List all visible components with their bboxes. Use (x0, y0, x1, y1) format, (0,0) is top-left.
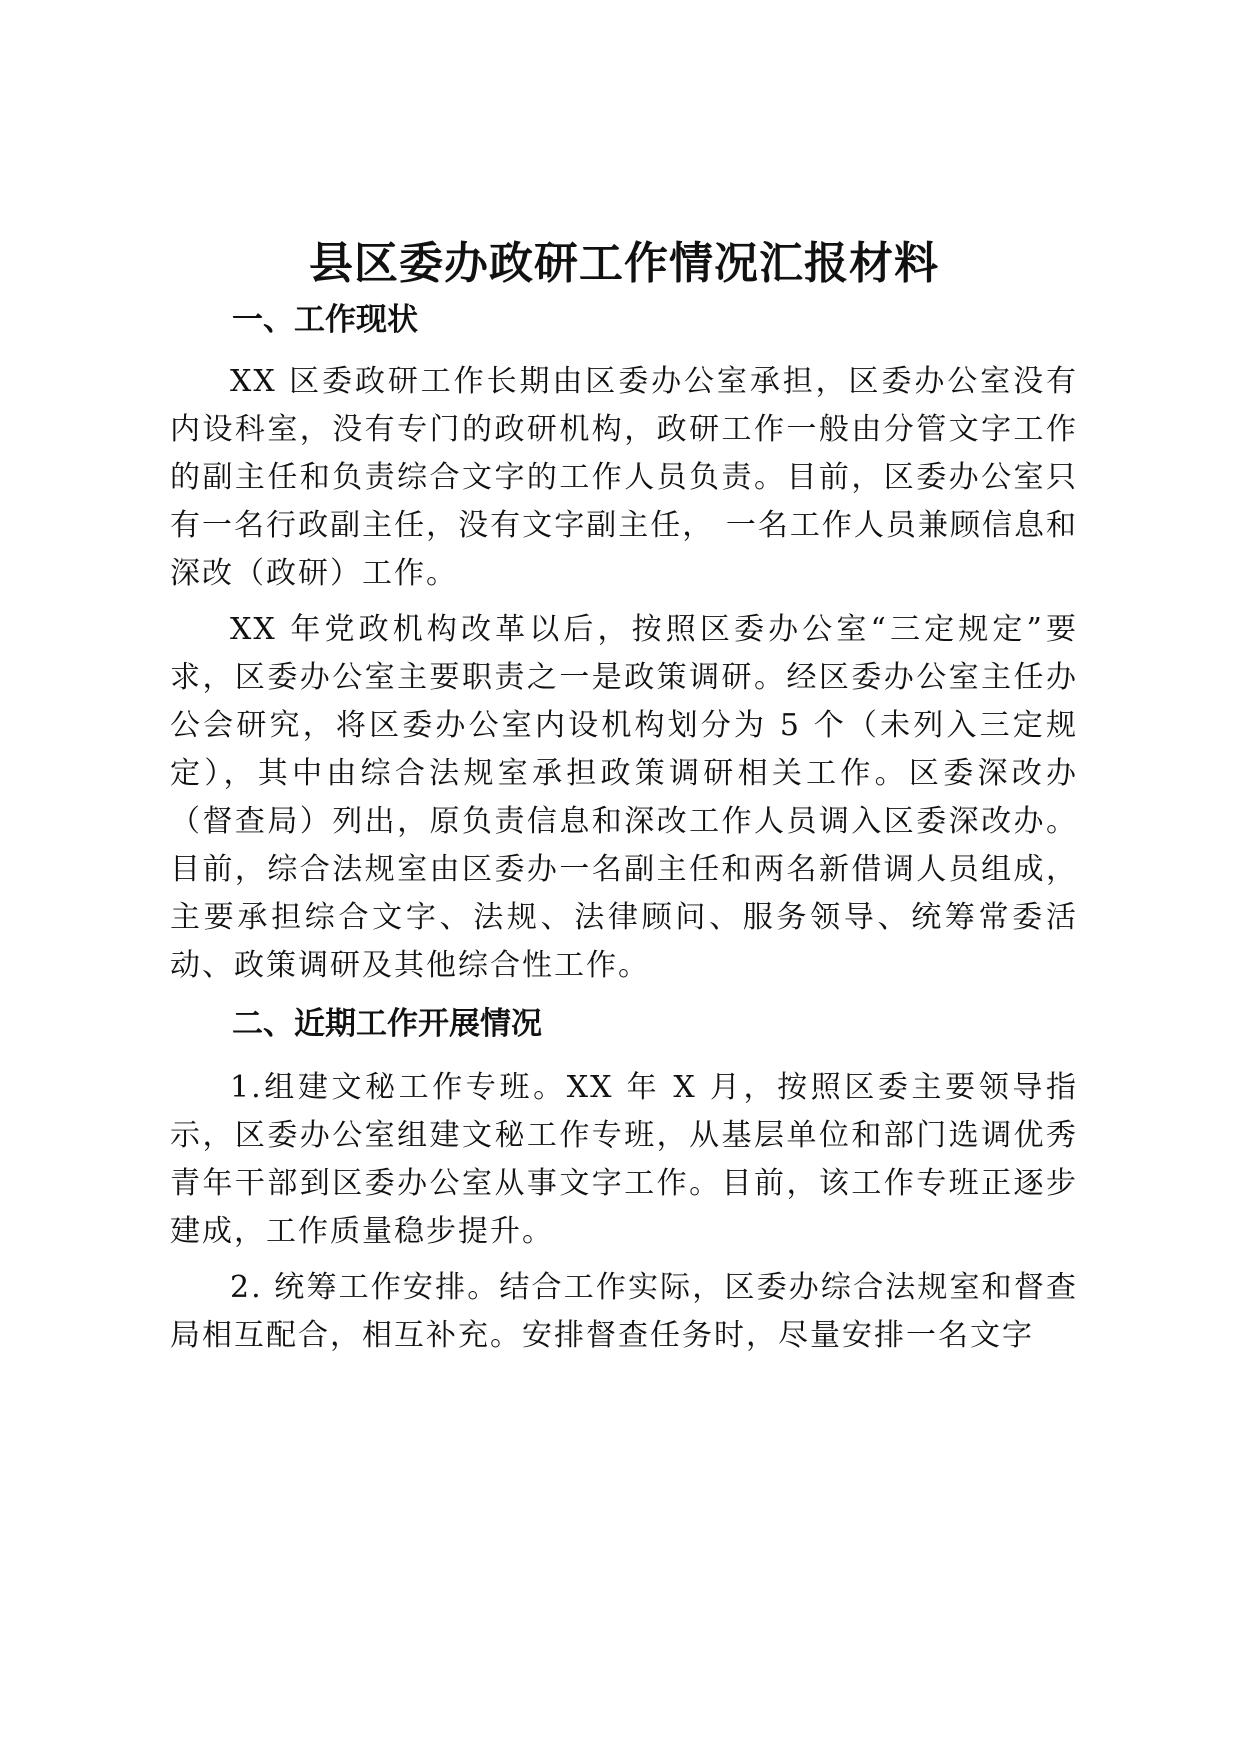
document-title: 县区委办政研工作情况汇报材料 (309, 238, 939, 289)
paragraph-status-2: XX 年党政机构改革以后，按照区委办公室“三定规定”要求，区委办公室主要职责之一是政策调研。经区委办公室主任办公会研究，将区委办公室内设机构划分为 5 个（未列入三定规定），其中由综合法规室承担政策调研相关工作。区委深改办（督查局）列出，原负责信息和深改工作人员调入区委深改办。目前，综合法规室由区委办一名副主任和两名新借调人员组成，主要承担综合文字、法规、法律顾问、服务领导、统筹常委活动、政策调研及其他综合性工作。 (170, 612, 1078, 983)
section-heading-recent-work: 二、近期工作开展情况 (232, 1006, 542, 1042)
paragraph-status-1: XX 区委政研工作长期由区委办公室承担，区委办公室没有内设科室，没有专门的政研机构，政研工作一般由分管文字工作的副主任和负责综合文字的工作人员负责。目前，区委办公室只有一名行政副主任，没有文字副主任， 一名工作人员兼顾信息和深改（政研）工作。 (170, 364, 1078, 591)
paragraph-recent-1: 1.组建文秘工作专班。XX 年 X 月，按照区委主要领导指示，区委办公室组建文秘工作专班，从基层单位和部门选调优秀青年干部到区委办公室从事文字工作。目前，该工作专班正逐步建成，工作质量稳步提升。 (170, 1070, 1078, 1249)
document-body (170, 236, 1078, 1368)
paragraph-recent-2: 2. 统筹工作安排。结合工作实际，区委办综合法规室和督查局相互配合，相互补充。安排督查任务时，尽量安排一名文字 (170, 1270, 1078, 1353)
section-heading-current-status: 一、工作现状 (232, 302, 418, 338)
